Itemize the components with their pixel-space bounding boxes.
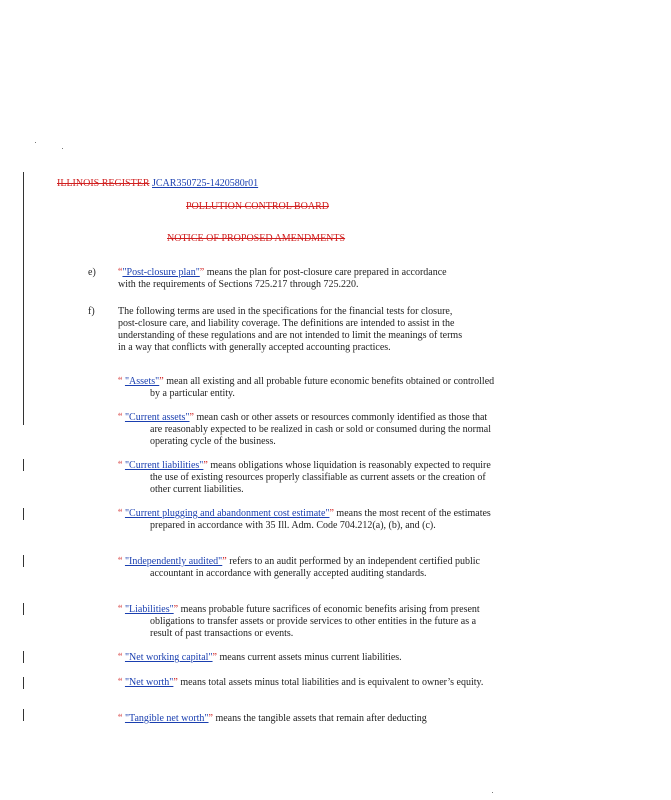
definition-independently-audited: “ "Independently audited"” refers to an audit performed by an independent certified public accountant in accordance with generally accepted auditing standards. [118, 556, 480, 579]
definition-net-working-capital: “ "Net working capital"” means current assets minus current liabilities. [118, 652, 402, 663]
term-assets: "Assets" [124, 376, 160, 387]
definition-liabilities: “ "Liabilities"” means probable future sacrifices of economic benefits arising from present obligations to transfer assets or provide services to other entities in the future as a result of past transactions or events. [118, 604, 480, 639]
scan-speck [492, 792, 493, 793]
term-current-plugging-cost: "Current plugging and abandonment cost estimate" [124, 508, 330, 519]
term-independently-audited: "Independently audited" [124, 556, 223, 567]
term-net-working-capital: "Net working capital" [124, 652, 213, 663]
item-f-text: The following terms are used in the specifications for the financial tests for closure, post-closure care, and liability coverage. The definitions are intended to assist in the understanding of these regulations and are not intended to limit the meanings of terms in a way that conflicts with generally accepted accounting practices. [118, 306, 463, 353]
term-current-assets: "Current assets" [124, 412, 190, 423]
jcar-number: JCAR350725-1420580r01 [152, 178, 259, 189]
change-bar [23, 651, 24, 663]
change-bar [23, 508, 24, 520]
term-tangible-net-worth: "Tangible net worth" [124, 713, 209, 724]
change-bar [23, 603, 24, 615]
term-post-closure-plan: "Post-closure plan" [122, 267, 200, 278]
term-liabilities: "Liabilities" [124, 604, 174, 615]
definition-assets: “ "Assets"” mean all existing and all probable future economic benefits obtained or controlled by a particular entity. [118, 376, 495, 399]
definition-current-plugging-cost: “ "Current plugging and abandonment cost estimate"” means the most recent of the estimates prepared in accordance with 35 Ill. Adm. Code 704.212(a), (b), and (c). [118, 508, 491, 531]
change-bar [23, 677, 24, 689]
change-bar [23, 459, 24, 471]
definition-current-assets: “ "Current assets"” mean cash or other assets or resources commonly identified as those that are reasonably expected to be realized in cash or sold or consumed during the normal operating cycle of the business. [118, 412, 491, 447]
notice-title: NOTICE OF PROPOSED AMENDMENTS [167, 233, 346, 244]
term-net-worth: "Net worth" [124, 677, 174, 688]
scan-speck [62, 148, 63, 149]
change-bar [23, 555, 24, 567]
change-bar [23, 413, 24, 425]
register-name: ILLINOIS REGISTER [57, 178, 150, 189]
item-e-text: “"Post-closure plan"” means the plan for post-closure care prepared in accordance with the requirements of Sections 725.217 through 725.220. [118, 267, 447, 290]
scan-speck [35, 142, 36, 143]
change-bar [23, 374, 24, 384]
change-bar [23, 709, 24, 721]
term-current-liabilities: "Current liabilities" [124, 460, 204, 471]
agency-name: POLLUTION CONTROL BOARD [186, 201, 329, 212]
register-header [57, 178, 258, 190]
definition-tangible-net-worth: “ "Tangible net worth"” means the tangible assets that remain after deducting [118, 713, 427, 724]
item-e-marker: e) [88, 267, 96, 278]
definition-current-liabilities: “ "Current liabilities"” means obligations whose liquidation is reasonably expected to require the use of existing resources properly classifiable as current assets or the creation of other current liabilities. [118, 460, 491, 495]
item-f-marker: f) [88, 306, 95, 317]
definition-net-worth: “ "Net worth"” means total assets minus total liabilities and is equivalent to owner’s equity. [118, 677, 484, 688]
